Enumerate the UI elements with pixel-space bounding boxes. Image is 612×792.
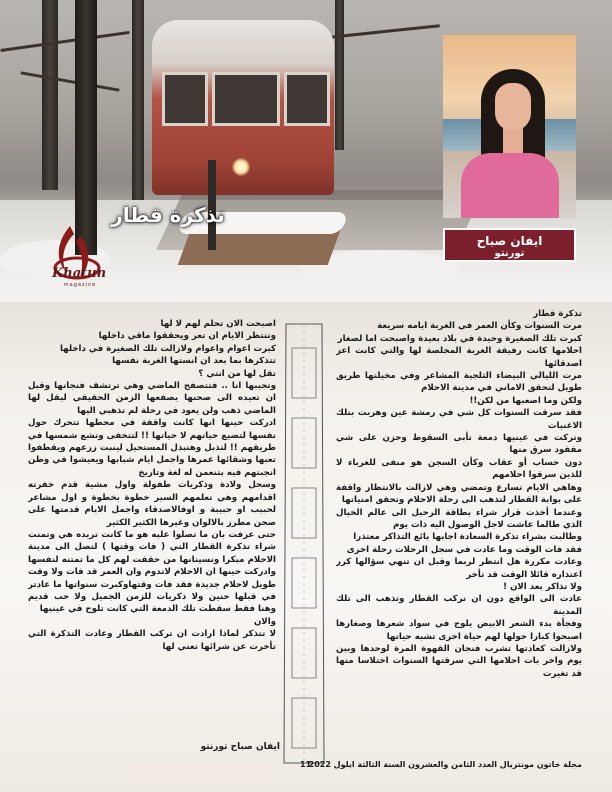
paragraph: لا تتذكر لماذا ارادت ان تركب القطار وعادت التذكرة التي تأخرت عن شرائها تعني لها (28, 629, 276, 652)
page-number: 11 (300, 760, 312, 769)
author-city: تورنتو (494, 248, 525, 259)
article-title: تذكرة قطار (111, 203, 225, 227)
paragraph: وطالبت بشراء تذكرة السعادة اجابها بائع التذاكر معتذرا (353, 532, 582, 543)
paragraph: والان (253, 616, 276, 627)
author-name: ايفان صباح (476, 234, 543, 248)
paragraph: وتجيبها انا .. فتتصفح الماضي وهي ترتشف فنجانها وقبل ان تعيده الى صحنها يصفعها الزمن الحقيقي ليقل لها الماضي ذهب ولن يعود في رحلة لم تذهبي اليها (28, 381, 276, 416)
paragraph: مرت الليالي البيضاء الثلجية المشاعر وفي مخيلتها طريق طويل لتحقق الاماني في مدينة الاحلام (336, 371, 582, 394)
logo-word: Khatun (51, 266, 107, 281)
paragraph: ادركت حينها انها كانت واقفة في محطها تتحرك حول نفسها لتضيع حياتهم لا حياتها !! لتتخفى وتشع شمسها في طريقهم !! لتذبل وهتبذل المستحيل لينبت زرعهم ويقطفوا تعبها وشقائها عمرها واجمل ايام شبابها ويعيشوا في وطن انجبتهم فيه بتنعمن له لغة وتاريخ (28, 418, 276, 478)
paragraph: تتذكرها بما بعد ان انستها الغربة نفسها (112, 356, 276, 367)
paragraph: تقل لها من انتي ؟ (198, 368, 276, 379)
paragraph: تذكرة قطار (533, 309, 582, 319)
paragraph: ولكن وما اصعبها من لكن!! (469, 395, 582, 406)
paragraph: دون حساب أو عقاب وكأن السجن هو منفى للغرباء لا للذين سرقوا احلامهم (336, 457, 582, 481)
article-column-right (336, 308, 582, 778)
paragraph: وتنتظر الايام ان تعر ويحققوا ماقي داخلها (98, 331, 276, 342)
paragraph: اصبحت الان تحلم لهم لا لها (160, 319, 276, 329)
paragraph: مرت السنوات وكأن العمر في الغربة ايامه سريعة (377, 321, 582, 332)
paragraph: عادت الى الواقع دون ان تركب القطار وتذهب الى تلك المدينة (336, 594, 582, 617)
article-column-left (28, 318, 276, 758)
paragraph: ولا تذاكر بعد الان ! (503, 581, 582, 592)
paragraph: حتى عرفت بان ما تصلوا عليه هو ما كانت تريده هي وتمنت شراء تذكرة القطار التي ( فات وقتها ) لتصل الى مدينة الاحلام مبكرا ونسيتانها من حققت لهم كل ما تمتنه لنفسها وادركت حينها ان الاحلام لاتدوم وان العمر قد فات ولا وقت طويل لاحلام جديدة فقد فات وقتهاوكبرت سنواتها ما عادتر في قبلها حنين ولا ذكريات للزمن الجميل ولا حب قديم وهنا فقط سقطت تلك الدمعة التي كانت تلوح في عينيها (28, 529, 276, 615)
paragraph: وفجأة بدء الشعر الابيض يلوح في سواد شعرها وصغارها اصبحوا كبارا حولها لهم حياة اخرى تشبه حياتها (336, 619, 582, 642)
paragraph: كبرت تلك الصغيرة وحيدة في بلاد بعيدة واصبحت اما لصغار (337, 333, 582, 344)
paragraph: فقد سرقت السنوات كل شي في رمشة عين وهربت بتلك الاغنيات (336, 408, 582, 431)
author-photo (443, 35, 576, 218)
tram (152, 20, 334, 195)
paragraph: فقد فات الوقت وما عادت في سجل الرحلات رحلة اخرى (346, 544, 582, 555)
tram-sketch-illustration (278, 318, 330, 773)
issue-footer: مجلة خاتون مونتريال العدد الثامن والعشرون السنة الثالثة ايلول 2022 (308, 760, 582, 769)
paragraph: وتركت في عينيها دمعة تأبى السقوط وحزن على شي مفقود سرق منها (336, 433, 582, 456)
logo-sub: magazine (63, 282, 97, 288)
paragraph: وعادت مكررة هل انتظر لربما وقبل ان تنهي سؤالها كرر اعتذاره قائلا الوقت قد تأخر (336, 557, 582, 580)
paragraph: ولازالت كعادتها تشرب فنجان القهوة المرة لوحدها وبين يوم واخر بات احلامها التي سرقتها السنوات اختلاسا منها قد تغيرت (336, 643, 582, 679)
paragraph: وسجل ولادة وذكريات طفولة واول مشية قدم خفرته اقدامهم وهي تعلمهم السير خطوة بخطوة و اول مشاعر لحبيب او حبيبة و اوفالاصدقاء واجمل الايام قدمتها على صحن مطرز بالالوان وغيرها الكثير الكثير (28, 480, 276, 528)
paragraph: وهاهي الايام تسارع وتمضي وهي لازالت بالانتظار واقفة على بوابة القطار لتذهب الى رحلة الاحلام وتحقق امنياتها (336, 482, 582, 506)
author-signature: ايفان صباح تورنتو (200, 742, 280, 752)
paragraph: وعندما أخذت قرار شراء بطاقة الرحيل الى عالم الخيال الذي طالما عاشت لاجل الوصول اليه ذات يوم (336, 507, 582, 530)
paragraph: احلامها كانت رفيقة الغربة المخلصة لها والتي كانت اعز اصدقائها (336, 346, 582, 369)
author-nameplate (443, 228, 576, 262)
paragraph: كبرت اعوام واعوام ولازالت تلك الصغيرة في داخلها (59, 343, 276, 354)
